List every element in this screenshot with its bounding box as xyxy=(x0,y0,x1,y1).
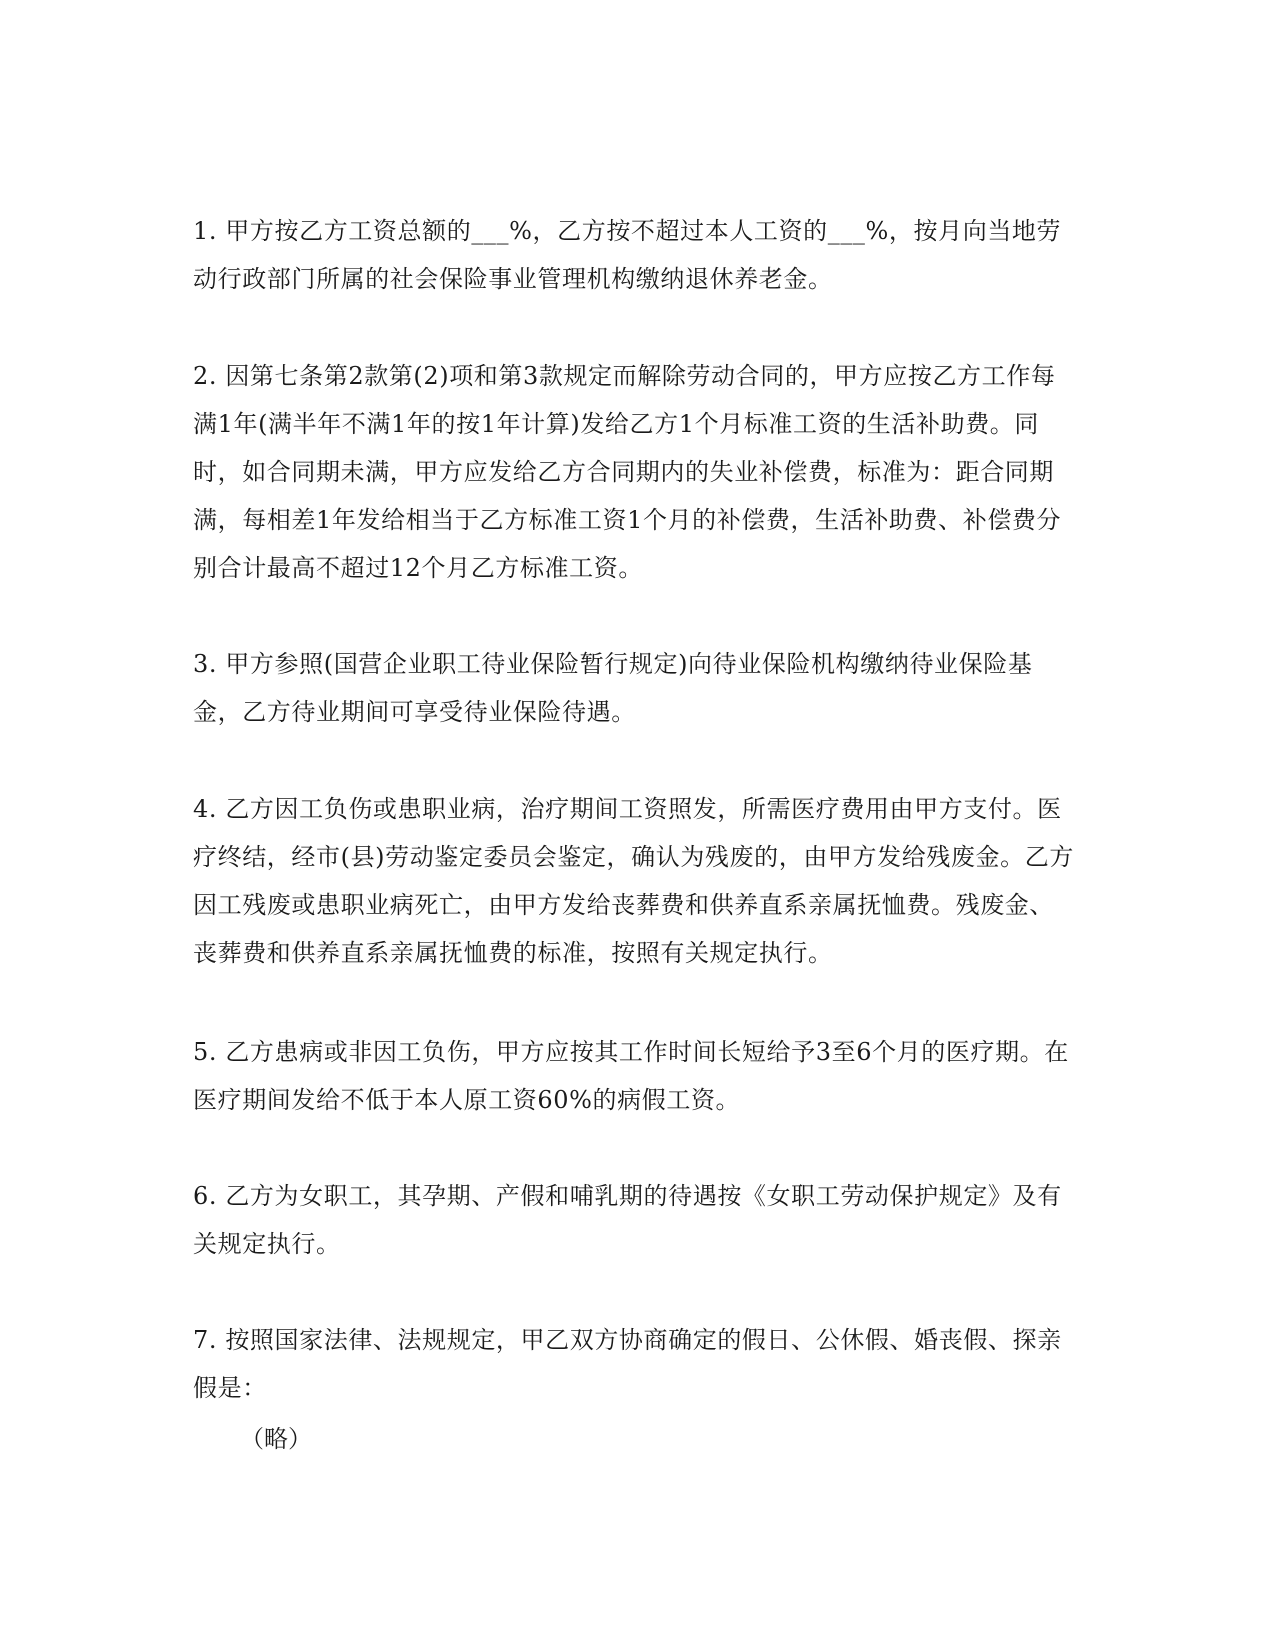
clause-2: 2. 因第七条第2款第(2)项和第3款规定而解除劳动合同的，甲方应按乙方工作每满1年(满半年不满1年的按1年计算)发给乙方1个月标准工资的生活补助费。同时，如合同期未满，甲方应发给乙方合同期内的失业补偿费，标准为：距合同期满，每相差1年发给相当于乙方标准工资1个月的补偿费，生活补助费、补偿费分别合计最高不超过12个月乙方标准工资。 xyxy=(193,362,1062,582)
clause-4: 4. 乙方因工负伤或患职业病，治疗期间工资照发，所需医疗费用由甲方支付。医疗终结，经市(县)劳动鉴定委员会鉴定，确认为残废的，由甲方发给残废金。乙方因工残废或患职业病死亡，由甲方发给丧葬费和供养直系亲属抚恤费。残废金、丧葬费和供养直系亲属抚恤费的标准，按照有关规定执行。 xyxy=(193,795,1074,967)
clause-3: 3. 甲方参照(国营企业职工待业保险暂行规定)向待业保险机构缴纳待业保险基金，乙方待业期间可享受待业保险待遇。 xyxy=(193,650,1033,726)
omitted-note: （略） xyxy=(240,1425,312,1453)
clause-5: 5. 乙方患病或非因工负伤，甲方应按其工作时间长短给予3至6个月的医疗期。在医疗期间发给不低于本人原工资60%的病假工资。 xyxy=(193,1038,1069,1114)
clause-6: 6. 乙方为女职工，其孕期、产假和哺乳期的待遇按《女职工劳动保护规定》及有关规定执行。 xyxy=(193,1182,1062,1258)
clause-1: 1. 甲方按乙方工资总额的___%，乙方按不超过本人工资的___%，按月向当地劳动行政部门所属的社会保险事业管理机构缴纳退休养老金。 xyxy=(193,217,1062,293)
clause-7: 7. 按照国家法律、法规规定，甲乙双方协商确定的假日、公休假、婚丧假、探亲假是： xyxy=(193,1326,1062,1402)
